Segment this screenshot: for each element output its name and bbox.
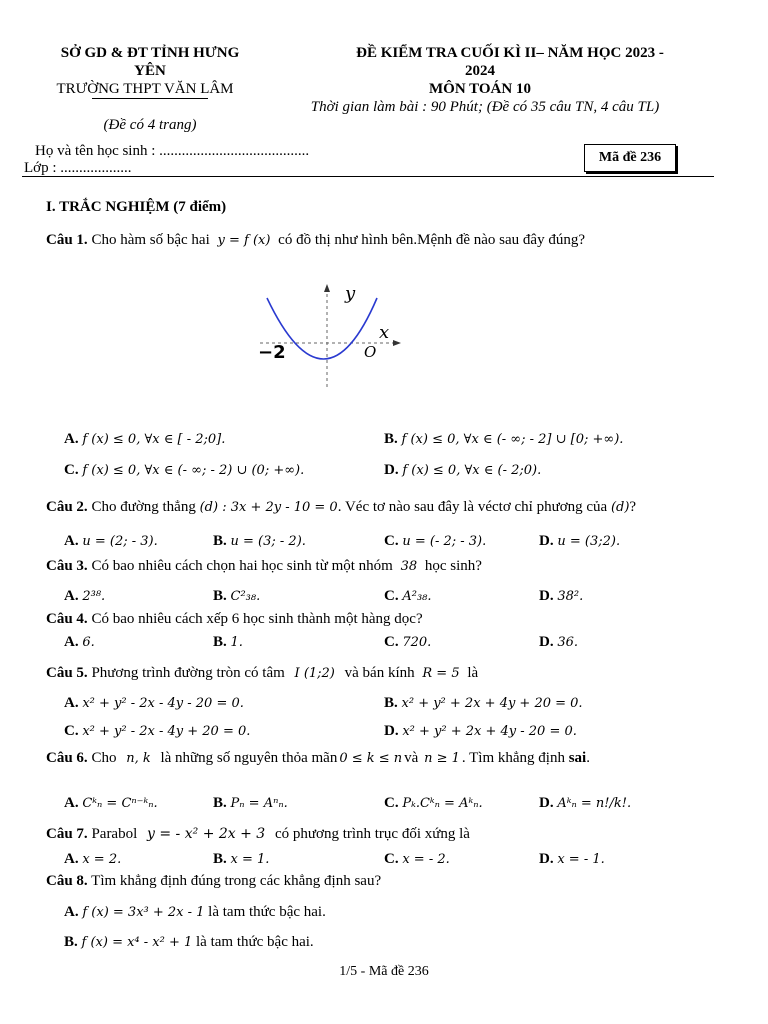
q5-option-a[interactable]: A. x² + y² - 2x - 4y - 20 = 0. <box>64 695 244 711</box>
school-name: TRƯỜNG THPT VĂN LÂM <box>56 81 234 97</box>
section-title: I. TRẮC NGHIỆM (7 điểm) <box>46 199 227 215</box>
pages-note: (Đề có 4 trang) <box>103 117 197 133</box>
q7-option-c[interactable]: C. x = - 2. <box>384 851 450 867</box>
class-field[interactable]: Lớp : ................... <box>24 160 132 176</box>
q1-option-c[interactable]: C. f (x) ≤ 0, ∀x ∈ (- ∞; - 2) ∪ (0; +∞). <box>64 462 305 478</box>
question-text: Cho hàm số bậc hai <box>91 232 210 248</box>
q5-option-c[interactable]: C. x² + y² - 2x - 4y + 20 = 0. <box>64 723 251 739</box>
q4-option-a[interactable]: A. 6. <box>64 634 95 650</box>
q4-option-d[interactable]: D. 36. <box>539 634 579 650</box>
q3-option-b[interactable]: B. C²₃₈. <box>213 588 261 604</box>
question-text: có đồ thị như hình bên.Mệnh đề nào sau đây đúng? <box>278 232 585 248</box>
q4-option-b[interactable]: B. 1. <box>213 634 243 650</box>
question-2: Câu 2. Cho đường thẳng (d) : 3x + 2y - 10 = 0. Véc tơ nào sau đây là véctơ chỉ phương của (d)? <box>46 499 637 515</box>
q3-option-a[interactable]: A. 2³⁸. <box>64 588 106 604</box>
page-footer: 1/5 - Mã đề 236 <box>339 964 429 979</box>
q7-option-b[interactable]: B. x = 1. <box>213 851 270 867</box>
q1-option-d[interactable]: D. f (x) ≤ 0, ∀x ∈ (- 2;0). <box>384 462 542 478</box>
q6-option-b[interactable]: B. Pₙ = Aⁿₙ. <box>213 795 288 811</box>
q6-option-d[interactable]: D. Aᵏₙ = n!/k!. <box>539 795 632 811</box>
question-math: y = f (x) <box>217 233 271 248</box>
department-line-1: SỞ GD & ĐT TỈNH HƯNG <box>60 45 240 61</box>
question-number: Câu 1. <box>46 232 88 248</box>
minus-two-label: −2 <box>258 342 286 363</box>
q8-option-a[interactable]: A. f (x) = 3x³ + 2x - 1 là tam thức bậc hai. <box>64 904 326 920</box>
exam-title-line-1: ĐỀ KIỂM TRA CUỐI KÌ II– NĂM HỌC 2023 - <box>356 45 664 61</box>
exam-title-line-2: 2024 <box>465 63 495 79</box>
question-8: Câu 8. Tìm khẳng định đúng trong các khẳng định sau? <box>46 873 382 889</box>
exam-code-box: Mã đề 236 <box>584 144 676 172</box>
q7-option-d[interactable]: D. x = - 1. <box>539 851 605 867</box>
x-axis-arrow <box>393 340 401 346</box>
question-7: Câu 7. Parabol y = - x² + 2x + 3 có phương trình trục đối xứng là <box>46 826 470 842</box>
q3-option-c[interactable]: C. A²₃₈. <box>384 588 432 604</box>
q8-option-b[interactable]: B. f (x) = x⁴ - x² + 1 là tam thức bậc hai. <box>64 934 314 950</box>
question-4: Câu 4. Có bao nhiêu cách xếp 6 học sinh thành một hàng dọc? <box>46 611 423 627</box>
q5-option-b[interactable]: B. x² + y² + 2x + 4y + 20 = 0. <box>384 695 583 711</box>
q1-option-b[interactable]: B. f (x) ≤ 0, ∀x ∈ (- ∞; - 2] ∪ [0; +∞). <box>384 431 624 447</box>
q6-option-c[interactable]: C. Pₖ.Cᵏₙ = Aᵏₙ. <box>384 795 483 811</box>
q5-option-d[interactable]: D. x² + y² + 2x + 4y - 20 = 0. <box>384 723 577 739</box>
q3-option-d[interactable]: D. 38². <box>539 588 584 604</box>
q2-option-c[interactable]: C. u = (- 2; - 3). <box>384 533 487 549</box>
subject-title: MÔN TOÁN 10 <box>429 81 531 97</box>
q2-option-a[interactable]: A. u = (2; - 3). <box>64 533 158 549</box>
q1-option-a[interactable]: A. f (x) ≤ 0, ∀x ∈ [ - 2;0]. <box>64 431 226 447</box>
y-axis-arrow <box>324 284 330 292</box>
question-6: Câu 6. Cho n, k là những số nguyên thỏa mãn 0 ≤ k ≤ n và n ≥ 1 . Tìm khẳng định sai. <box>46 750 590 766</box>
q7-option-a[interactable]: A. x = 2. <box>64 851 122 867</box>
parabola-graph <box>255 280 405 390</box>
student-name-field[interactable]: Họ và tên học sinh : ........................................ <box>35 143 310 159</box>
q2-option-b[interactable]: B. u = (3; - 2). <box>213 533 306 549</box>
q2-option-d[interactable]: D. u = (3;2). <box>539 533 621 549</box>
time-note: Thời gian làm bài : 90 Phút; (Đề có 35 câu TN, 4 câu TL) <box>310 99 660 115</box>
question-5: Câu 5. Phương trình đường tròn có tâm I (1;2) và bán kính R = 5 là <box>46 665 479 681</box>
department-line-2: YÊN <box>134 63 166 79</box>
school-underline <box>92 98 208 99</box>
x-axis-label: x <box>379 322 390 343</box>
header-divider <box>22 176 714 177</box>
origin-label: O <box>364 343 377 361</box>
q4-option-c[interactable]: C. 720. <box>384 634 432 650</box>
question-3: Câu 3. Có bao nhiêu cách chọn hai học sinh từ một nhóm 38 học sinh? <box>46 558 482 574</box>
y-axis-label: y <box>345 283 356 304</box>
q6-option-a[interactable]: A. Cᵏₙ = Cⁿ⁻ᵏₙ. <box>64 795 158 811</box>
question-1 <box>46 232 585 249</box>
